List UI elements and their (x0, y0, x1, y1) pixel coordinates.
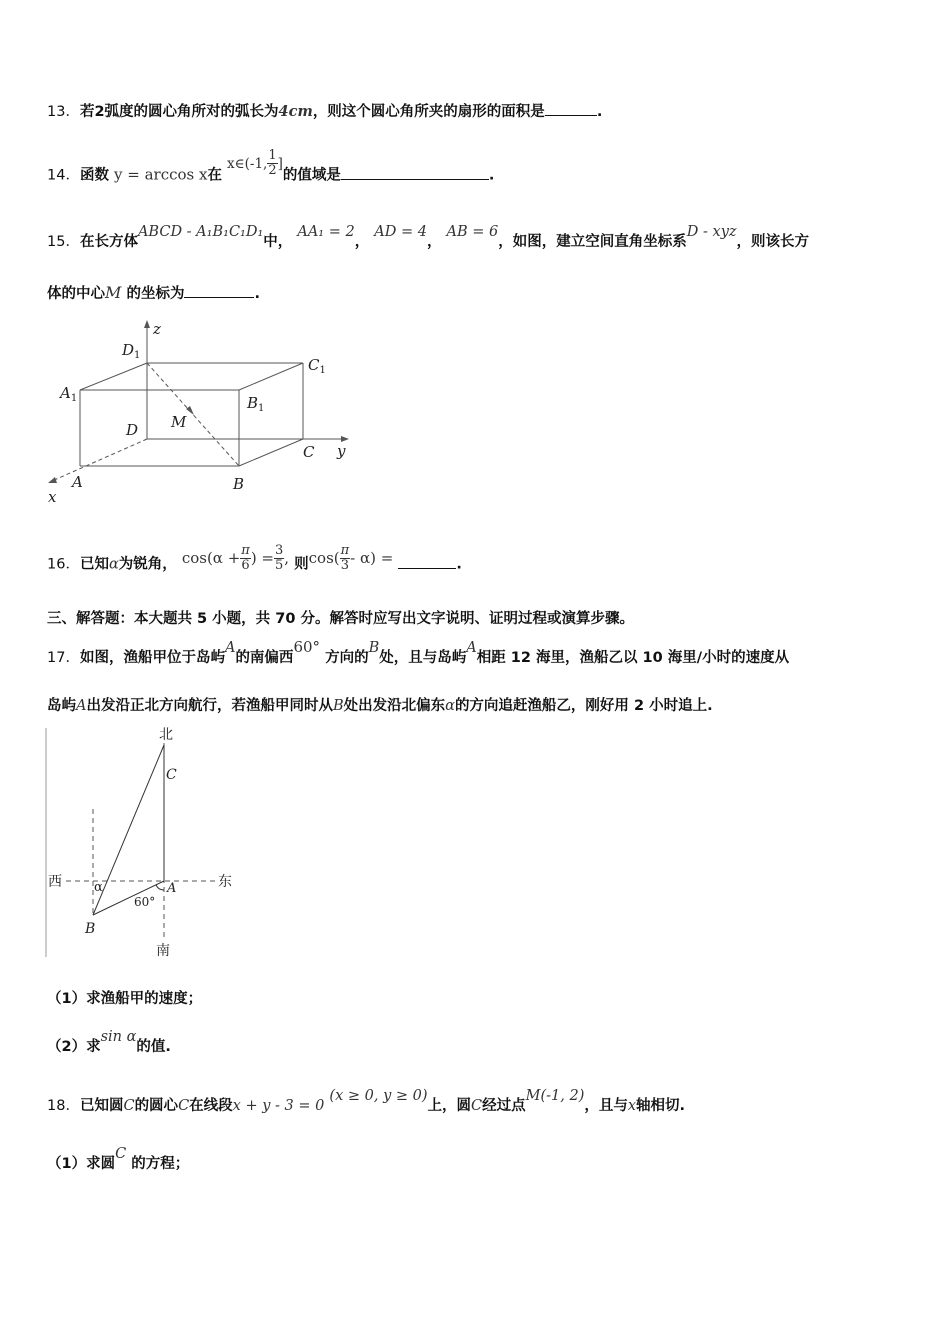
question-text: 轴相切. (636, 1098, 686, 1114)
section-header: 三、解答题：本大题共 5 小题，共 70 分。解答时应写出文字说明、证明过程或演算步骤。 (47, 611, 634, 627)
box-name: ABCD - A₁B₁C₁D₁ (137, 224, 264, 240)
question-17 (47, 638, 790, 668)
question-text: ，则该长方 (736, 234, 810, 250)
label-c1: $C_1$ (308, 356, 326, 376)
x-axis-symbol: x (627, 1098, 637, 1114)
cos-expression: ) = (250, 548, 275, 567)
question-number: 18． (47, 1098, 80, 1114)
answer-blank[interactable] (398, 556, 456, 569)
label-east: 东 (218, 874, 232, 890)
question-text: 处，且与岛屿 (379, 650, 467, 666)
segment-condition: (x ≥ 0, y ≥ 0) (329, 1088, 428, 1104)
question-text: 相距 12 海里，渔船乙以 10 海里/小时的速度从 (476, 650, 790, 666)
arc-length: 4cm (278, 103, 313, 120)
fraction-pi-6 (240, 544, 251, 573)
question-text: 在线段 (189, 1098, 233, 1114)
answer-blank[interactable] (341, 167, 489, 180)
separator: ， (426, 234, 442, 250)
point-b: B (332, 698, 344, 714)
cos-expression: cos( (308, 548, 340, 567)
fraction-denominator: 2 (268, 163, 277, 178)
question-text: 的圆心 (134, 1098, 179, 1114)
separator: ， (354, 234, 370, 250)
question-text: 在 (207, 167, 222, 184)
label-a: A (72, 473, 83, 491)
fraction-numerator: π (340, 543, 350, 558)
question-text: 的方程； (131, 1156, 190, 1172)
function-expression: y = arccos x (114, 165, 208, 184)
edge-ad: AD = 4 (374, 224, 427, 240)
label-b: B (85, 921, 96, 937)
label-c: C (166, 767, 177, 783)
island-a: A (76, 698, 87, 714)
question-text: （2）求 (47, 1039, 101, 1055)
fraction-numerator: π (241, 543, 250, 558)
fraction-denominator: 6 (241, 558, 250, 573)
label-alpha: α (94, 880, 103, 895)
island-a: A (466, 640, 477, 656)
edge-aa1: AA₁ = 2 (297, 224, 355, 240)
coordinate-system: D - xyz (686, 224, 737, 240)
question-text: 的坐标为 (126, 286, 185, 302)
sin-alpha: sin α (100, 1029, 137, 1045)
segment-bc (93, 745, 164, 915)
label-z: z (153, 320, 161, 338)
question-text: 处出发沿北偏东 (343, 698, 446, 714)
question-text: 的方向追赶渔船乙，刚好用 2 小时追上. (454, 698, 713, 714)
cos-expression: - α) = (350, 548, 394, 567)
period: . (254, 286, 260, 302)
question-text: ，且与 (584, 1098, 628, 1114)
period: . (488, 167, 495, 184)
question-text: 方向的 (325, 650, 369, 666)
question-15-cont (47, 283, 260, 304)
fraction-pi-3 (340, 544, 351, 573)
comma: , (284, 548, 290, 567)
question-text: 若2弧度的圆心角所对的弧长为 (79, 104, 279, 120)
label-y: y (337, 442, 346, 460)
point-m: M(-1, 2) (525, 1088, 585, 1104)
question-13 (47, 102, 602, 122)
angle-60: 60° (293, 638, 321, 656)
label-a1: $A_1$ (60, 384, 78, 404)
label-x: x (48, 488, 57, 506)
question-18-part-1 (47, 1146, 190, 1174)
domain-expression: x∈(-1, (227, 155, 268, 172)
question-text: （1）求圆 (47, 1156, 116, 1172)
cos-expression: cos(α + (181, 548, 241, 567)
question-text: 岛屿 (47, 698, 76, 714)
question-text: 体的中心 (47, 286, 105, 302)
label-angle: 60° (134, 895, 156, 909)
question-number: 14． (47, 167, 80, 184)
navigation-figure (40, 725, 250, 965)
alpha-symbol: α (445, 698, 455, 714)
label-b1: $B_1$ (247, 394, 265, 414)
question-text: 在长方体 (79, 234, 138, 250)
circle-c: C (123, 1098, 135, 1114)
fraction-denominator: 3 (340, 558, 350, 573)
label-m: M (171, 413, 187, 431)
alpha-symbol: α (108, 556, 119, 573)
fraction-numerator: 1 (268, 148, 277, 163)
question-text: 的值. (136, 1039, 171, 1055)
question-text: 已知 (79, 556, 109, 573)
question-14 (47, 148, 495, 190)
question-number: 13． (47, 104, 80, 120)
fraction (267, 149, 277, 178)
question-text: ，如图，建立空间直角坐标系 (498, 234, 687, 250)
question-text: 中， (263, 234, 293, 250)
question-text: 则 (294, 556, 309, 573)
x-arrow (48, 477, 57, 483)
fraction-numerator: 3 (275, 543, 284, 558)
question-number: 16． (47, 556, 80, 573)
center-point: M (105, 283, 122, 302)
label-south: 南 (156, 943, 170, 959)
period: . (456, 556, 462, 573)
circle-c: C (115, 1146, 127, 1162)
question-text: 已知圆 (79, 1098, 124, 1114)
cuboid-figure (40, 315, 360, 510)
question-18 (47, 1088, 686, 1116)
question-text: 经过点 (482, 1098, 526, 1114)
segment-equation: x + y - 3 = 0 (232, 1098, 325, 1114)
label-d: D (126, 421, 139, 439)
label-north: 北 (159, 727, 173, 743)
label-west: 西 (48, 874, 62, 890)
angle-arc (156, 885, 164, 890)
label-d1: $D_1$ (122, 341, 141, 361)
circle-c: C (178, 1098, 190, 1114)
question-17-part-1: （1）求渔船甲的速度； (47, 991, 203, 1007)
x-axis (52, 439, 147, 481)
diagonal-d1b (147, 363, 239, 466)
question-text: 的值域是 (282, 167, 341, 184)
question-17-cont (47, 696, 713, 716)
question-text: 函数 (79, 167, 109, 184)
question-text: 为锐角， (118, 556, 177, 573)
point-b: B (368, 640, 380, 656)
label-a: A (167, 881, 177, 896)
domain-bracket: ] (277, 155, 283, 172)
z-arrow (144, 320, 150, 328)
fraction-denominator: 5 (275, 558, 284, 573)
question-17-part-2 (47, 1029, 171, 1057)
question-number: 17． (47, 650, 80, 666)
circle-c: C (471, 1098, 483, 1114)
question-text: 上，圆 (427, 1098, 472, 1114)
question-15 (47, 224, 810, 252)
fraction-3-5 (274, 544, 284, 573)
island-a: A (224, 640, 236, 656)
answer-blank[interactable] (545, 103, 597, 116)
question-text: 的南偏西 (235, 650, 294, 666)
label-b: B (233, 475, 245, 493)
answer-blank[interactable] (184, 285, 254, 298)
question-number: 15． (47, 234, 80, 250)
period: . (596, 104, 603, 120)
question-text: 如图，渔船甲位于岛屿 (79, 650, 225, 666)
question-text: 出发沿正北方向航行，若渔船甲同时从 (86, 698, 333, 714)
question-text: ，则这个圆心角所夹的扇形的面积是 (312, 104, 545, 120)
label-c: C (303, 443, 315, 461)
question-16 (47, 543, 462, 579)
edge-ab: AB = 6 (446, 224, 499, 240)
